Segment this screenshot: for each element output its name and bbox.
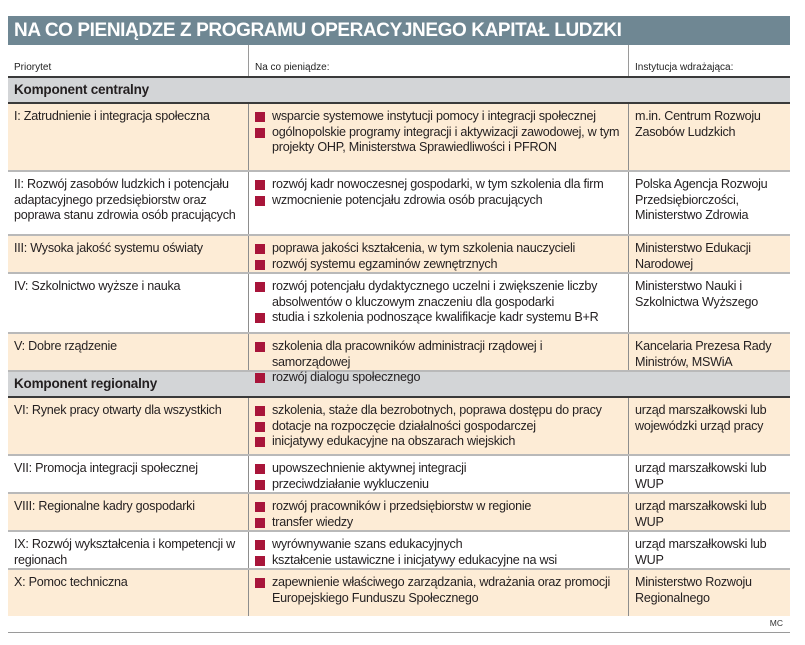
purpose-item: [255, 241, 622, 257]
purpose-item-text: ogólnopolskie programy integracji i aktywizacji zawodowej, w tym projekty OHP, Ministerstwa Sprawiedliwości i PFRON: [272, 124, 620, 154]
priority-cell: VI: Rynek pracy otwarty dla wszystkich: [14, 403, 222, 417]
purpose-cell: [248, 494, 628, 530]
institution-cell: urząd marszałkowski lub wojewódzki urząd pracy: [628, 398, 790, 454]
purpose-item-text: studia i szkolenia podnoszące kwalifikacje kadr systemu B+R: [272, 310, 599, 324]
purpose-item-text: rozwój systemu egzaminów zewnętrznych: [272, 256, 498, 271]
square-bullet-icon: [255, 260, 265, 270]
purpose-item-text: wzmocnienie potencjału zdrowia osób pracujących: [272, 192, 543, 207]
table-row: [8, 236, 790, 274]
institution-cell: m.in. Centrum Rozwoju Zasobów Ludzkich: [628, 104, 790, 170]
purpose-cell: [248, 274, 628, 332]
purpose-item: [255, 177, 622, 193]
priority-cell: VIII: Regionalne kadry gospodarki: [14, 499, 195, 513]
purpose-item-text: przeciwdziałanie wykluczeniu: [272, 476, 429, 491]
square-bullet-icon: [255, 406, 265, 416]
priority-cell: VII: Promocja integracji społecznej: [14, 461, 198, 475]
institution-cell: Ministerstwo Nauki i Szkolnictwa Wyższego: [628, 274, 790, 332]
purpose-item: [255, 403, 622, 419]
purpose-cell: [248, 532, 628, 568]
table-row: [8, 104, 790, 172]
institution-cell: urząd marszałkowski lub WUP: [628, 456, 790, 492]
purpose-item: [255, 537, 622, 553]
square-bullet-icon: [255, 342, 265, 352]
square-bullet-icon: [255, 282, 265, 292]
square-bullet-icon: [255, 518, 265, 528]
column-header-purpose: Na co pieniądze:: [248, 45, 628, 76]
purpose-item-text: rozwój dialogu społecznego: [272, 370, 421, 384]
purpose-item-text: transfer wiedzy: [272, 514, 353, 529]
purpose-cell: [248, 398, 628, 454]
square-bullet-icon: [255, 480, 265, 490]
purpose-item: [255, 109, 622, 125]
purpose-item-text: upowszechnienie aktywnej integracji: [272, 461, 467, 475]
institution-cell: Polska Agencja Rozwoju Przedsiębiorczości, Ministerstwo Zdrowia: [628, 172, 790, 234]
purpose-cell: [248, 334, 628, 384]
purpose-cell: [248, 570, 628, 616]
column-header-institution: Instytucja wdrażająca:: [628, 45, 790, 76]
square-bullet-icon: [255, 373, 265, 383]
square-bullet-icon: [255, 464, 265, 474]
square-bullet-icon: [255, 556, 265, 566]
purpose-item: [255, 257, 622, 273]
funding-table: [8, 16, 790, 616]
table-row: [8, 274, 790, 334]
square-bullet-icon: [255, 180, 265, 190]
purpose-cell: [248, 236, 628, 272]
purpose-item: [255, 461, 622, 477]
square-bullet-icon: [255, 540, 265, 550]
purpose-item: [255, 125, 622, 156]
priority-cell: IV: Szkolnictwo wyższe i nauka: [14, 279, 181, 293]
purpose-item: [255, 434, 622, 450]
purpose-item-text: zapewnienie właściwego zarządzania, wdrażania oraz promocji Europejskiego Funduszu Społecznego: [272, 575, 611, 605]
table-row: [8, 494, 790, 532]
table-row: [8, 398, 790, 456]
purpose-item-text: dotacje na rozpoczęcie działalności gospodarczej: [272, 418, 536, 433]
table-title: NA CO PIENIĄDZE Z PROGRAMU OPERACYJNEGO KAPITAŁ LUDZKI: [8, 16, 790, 45]
square-bullet-icon: [255, 196, 265, 206]
section-header: Komponent regionalny: [8, 372, 790, 398]
purpose-item-text: rozwój potencjału dydaktycznego uczelni i zwiększenie liczby absolwentów o kluczowym znaczeniu dla gospodarki: [272, 279, 598, 309]
purpose-item: [255, 370, 622, 386]
column-header-priority: Priorytet: [14, 62, 52, 73]
table-row: [8, 570, 790, 616]
table-body: [8, 78, 790, 616]
square-bullet-icon: [255, 244, 265, 254]
square-bullet-icon: [255, 578, 265, 588]
square-bullet-icon: [255, 313, 265, 323]
institution-cell: urząd marszałkowski lub WUP: [628, 532, 790, 568]
purpose-cell: [248, 104, 628, 170]
institution-cell: Kancelaria Prezesa Rady Ministrów, MSWiA: [628, 334, 790, 370]
purpose-item-text: szkolenia, staże dla bezrobotnych, poprawa dostępu do pracy: [272, 403, 602, 417]
priority-cell: X: Pomoc techniczna: [14, 575, 128, 589]
purpose-item-text: poprawa jakości kształcenia, w tym szkolenia nauczycieli: [272, 241, 576, 255]
institution-cell: Ministerstwo Edukacji Narodowej: [628, 236, 790, 272]
purpose-item-text: wsparcie systemowe instytucji pomocy i integracji społecznej: [272, 109, 596, 123]
purpose-item: [255, 515, 622, 531]
priority-cell: II: Rozwój zasobów ludzkich i potencjału adaptacyjnego przedsiębiorstw oraz poprawa stanu zdrowia osób pracujących: [14, 177, 236, 222]
table-row: [8, 532, 790, 570]
purpose-item-text: szkolenia dla pracowników administracji rządowej i samorządowej: [272, 339, 543, 369]
square-bullet-icon: [255, 112, 265, 122]
purpose-item: [255, 575, 622, 606]
table-row: [8, 172, 790, 236]
purpose-item: [255, 499, 622, 515]
institution-cell: urząd marszałkowski lub WUP: [628, 494, 790, 530]
column-header-row: [8, 45, 790, 78]
section-header: Komponent centralny: [8, 78, 790, 104]
purpose-item: [255, 193, 622, 209]
square-bullet-icon: [255, 422, 265, 432]
priority-cell: I: Zatrudnienie i integracja społeczna: [14, 109, 210, 123]
purpose-item-text: rozwój kadr nowoczesnej gospodarki, w tym szkolenia dla firm: [272, 177, 604, 191]
purpose-cell: [248, 456, 628, 492]
priority-cell: III: Wysoka jakość systemu oświaty: [14, 241, 203, 255]
purpose-item: [255, 310, 622, 326]
purpose-item-text: kształcenie ustawiczne i inicjatywy edukacyjne na wsi: [272, 552, 557, 567]
square-bullet-icon: [255, 128, 265, 138]
purpose-item: [255, 477, 622, 493]
footer-divider: [8, 632, 790, 633]
priority-cell: V: Dobre rządzenie: [14, 339, 117, 353]
purpose-item-text: rozwój pracowników i przedsiębiorstw w regionie: [272, 499, 532, 513]
square-bullet-icon: [255, 502, 265, 512]
institution-cell: Ministerstwo Rozwoju Regionalnego: [628, 570, 790, 616]
purpose-item: [255, 553, 622, 569]
purpose-item-text: wyrównywanie szans edukacyjnych: [272, 537, 463, 551]
purpose-cell: [248, 172, 628, 234]
purpose-item: [255, 419, 622, 435]
purpose-item: [255, 339, 622, 370]
priority-cell: IX: Rozwój wykształcenia i kompetencji w regionach: [14, 537, 235, 567]
table-row: [8, 456, 790, 494]
purpose-item-text: inicjatywy edukacyjne na obszarach wiejskich: [272, 434, 516, 448]
square-bullet-icon: [255, 437, 265, 447]
purpose-item: [255, 279, 622, 310]
author-credit: MC: [769, 618, 783, 628]
